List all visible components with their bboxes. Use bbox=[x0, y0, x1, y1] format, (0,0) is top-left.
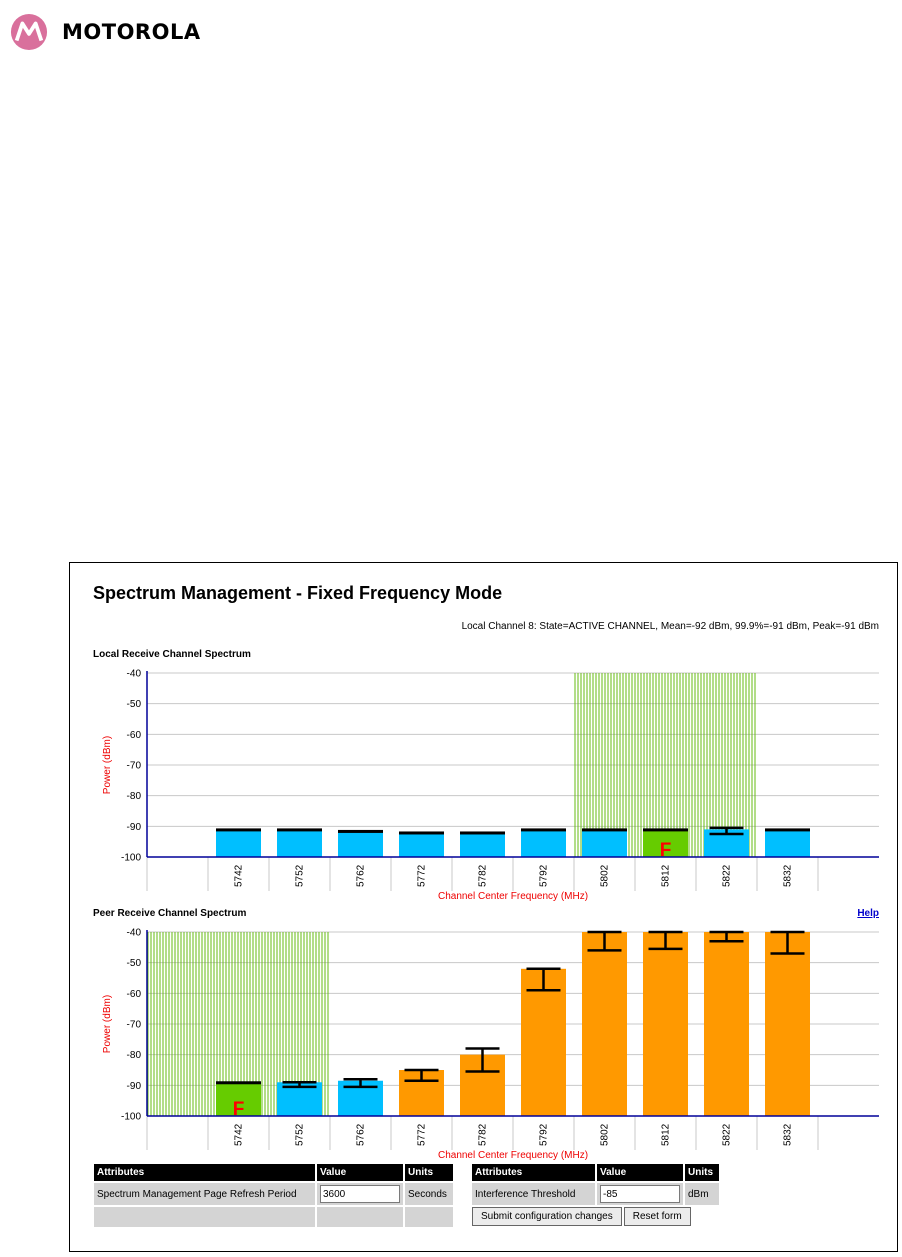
threshold-attributes-table bbox=[470, 1162, 721, 1228]
units-header: Units bbox=[685, 1164, 719, 1181]
x-tick-label: 5802 bbox=[599, 1123, 611, 1146]
x-tick-label: 5822 bbox=[721, 864, 733, 887]
refresh-period-cell bbox=[317, 1183, 403, 1205]
interference-threshold-input[interactable] bbox=[600, 1185, 680, 1203]
interference-threshold-label: Interference Threshold bbox=[472, 1183, 595, 1205]
x-tick-label: 5832 bbox=[782, 1123, 794, 1146]
peer-spectrum-chart bbox=[70, 920, 899, 1161]
value-header: Value bbox=[317, 1164, 403, 1181]
peak-marker bbox=[460, 831, 505, 834]
channel-bar bbox=[765, 932, 810, 1116]
channel-bar bbox=[704, 932, 749, 1116]
y-tick-label: -90 bbox=[126, 1080, 141, 1092]
attributes-header: Attributes bbox=[472, 1164, 595, 1181]
peak-marker bbox=[216, 1081, 261, 1084]
x-tick-label: 5762 bbox=[355, 1123, 367, 1146]
peer-chart-title: Peer Receive Channel Spectrum bbox=[93, 908, 247, 919]
units-header: Units bbox=[405, 1164, 453, 1181]
peak-marker bbox=[338, 830, 383, 833]
y-tick-label: -70 bbox=[126, 1019, 141, 1031]
channel-bar bbox=[521, 829, 566, 857]
channel-bar bbox=[582, 829, 627, 857]
peak-marker bbox=[216, 828, 261, 831]
channel-bar bbox=[216, 829, 261, 857]
value-header: Value bbox=[597, 1164, 683, 1181]
x-axis-label: Channel Center Frequency (MHz) bbox=[437, 1150, 589, 1161]
interference-threshold-units: dBm bbox=[685, 1183, 719, 1205]
y-axis-label: Power (dBm) bbox=[102, 994, 113, 1054]
x-tick-label: 5752 bbox=[294, 1123, 306, 1146]
channel-bar bbox=[582, 932, 627, 1116]
x-tick-label: 5812 bbox=[660, 864, 672, 887]
y-tick-label: -70 bbox=[126, 760, 141, 772]
peak-marker bbox=[582, 828, 627, 831]
y-tick-label: -60 bbox=[126, 988, 141, 1000]
page-title: Spectrum Management - Fixed Frequency Mode bbox=[93, 583, 503, 603]
x-tick-label: 5822 bbox=[721, 1123, 733, 1146]
motorola-logo bbox=[10, 12, 201, 52]
x-tick-label: 5802 bbox=[599, 864, 611, 887]
x-tick-label: 5752 bbox=[294, 864, 306, 887]
peak-marker bbox=[643, 828, 688, 831]
attributes-header: Attributes bbox=[94, 1164, 315, 1181]
refresh-period-input[interactable] bbox=[320, 1185, 400, 1203]
y-tick-label: -40 bbox=[126, 927, 141, 939]
y-tick-label: -80 bbox=[126, 1050, 141, 1062]
y-tick-label: -100 bbox=[120, 852, 141, 864]
empty-cell bbox=[94, 1207, 315, 1227]
x-tick-label: 5812 bbox=[660, 1123, 672, 1146]
spectrum-management-panel bbox=[69, 562, 898, 1252]
y-tick-label: -50 bbox=[126, 699, 141, 711]
submit-configuration-button[interactable]: Submit configuration changes bbox=[472, 1207, 622, 1226]
refresh-period-units: Seconds bbox=[405, 1183, 453, 1205]
local-spectrum-chart bbox=[70, 661, 899, 902]
x-tick-label: 5772 bbox=[416, 864, 428, 887]
channel-bar bbox=[460, 832, 505, 857]
local-chart-title: Local Receive Channel Spectrum bbox=[93, 649, 251, 660]
x-axis-label: Channel Center Frequency (MHz) bbox=[437, 891, 589, 902]
x-tick-label: 5782 bbox=[477, 864, 489, 887]
y-axis-label: Power (dBm) bbox=[102, 735, 113, 795]
peak-marker bbox=[277, 828, 322, 831]
x-tick-label: 5832 bbox=[782, 864, 794, 887]
y-tick-label: -90 bbox=[126, 821, 141, 833]
y-tick-label: -60 bbox=[126, 729, 141, 741]
x-tick-label: 5782 bbox=[477, 1123, 489, 1146]
help-link[interactable]: Help bbox=[857, 908, 879, 919]
refresh-attributes-table bbox=[92, 1162, 455, 1229]
x-tick-label: 5742 bbox=[233, 864, 245, 887]
peak-marker bbox=[765, 828, 810, 831]
channel-bar bbox=[643, 932, 688, 1116]
motorola-batwing-icon bbox=[10, 13, 48, 51]
x-tick-label: 5742 bbox=[233, 1123, 245, 1146]
x-tick-label: 5772 bbox=[416, 1123, 428, 1146]
channel-bar bbox=[338, 831, 383, 857]
empty-cell bbox=[405, 1207, 453, 1227]
y-tick-label: -100 bbox=[120, 1111, 141, 1123]
y-tick-label: -50 bbox=[126, 958, 141, 970]
channel-bar bbox=[277, 829, 322, 857]
brand-name: MOTOROLA bbox=[62, 20, 201, 44]
y-tick-label: -40 bbox=[126, 668, 141, 680]
form-buttons-row bbox=[472, 1207, 719, 1226]
empty-cell bbox=[317, 1207, 403, 1227]
refresh-period-label: Spectrum Management Page Refresh Period bbox=[94, 1183, 315, 1205]
x-tick-label: 5792 bbox=[538, 864, 550, 887]
peak-marker bbox=[521, 828, 566, 831]
channel-bar bbox=[399, 832, 444, 857]
fixed-frequency-marker: F bbox=[659, 840, 672, 861]
peak-marker bbox=[399, 831, 444, 834]
local-channel-status: Local Channel 8: State=ACTIVE CHANNEL, Mean=-92 dBm, 99.9%=-91 dBm, Peak=-91 dBm bbox=[461, 621, 879, 632]
interference-threshold-cell bbox=[597, 1183, 683, 1205]
fixed-frequency-marker: F bbox=[232, 1099, 245, 1120]
x-tick-label: 5762 bbox=[355, 864, 367, 887]
x-tick-label: 5792 bbox=[538, 1123, 550, 1146]
channel-bar bbox=[765, 829, 810, 857]
y-tick-label: -80 bbox=[126, 791, 141, 803]
reset-form-button[interactable]: Reset form bbox=[624, 1207, 691, 1226]
